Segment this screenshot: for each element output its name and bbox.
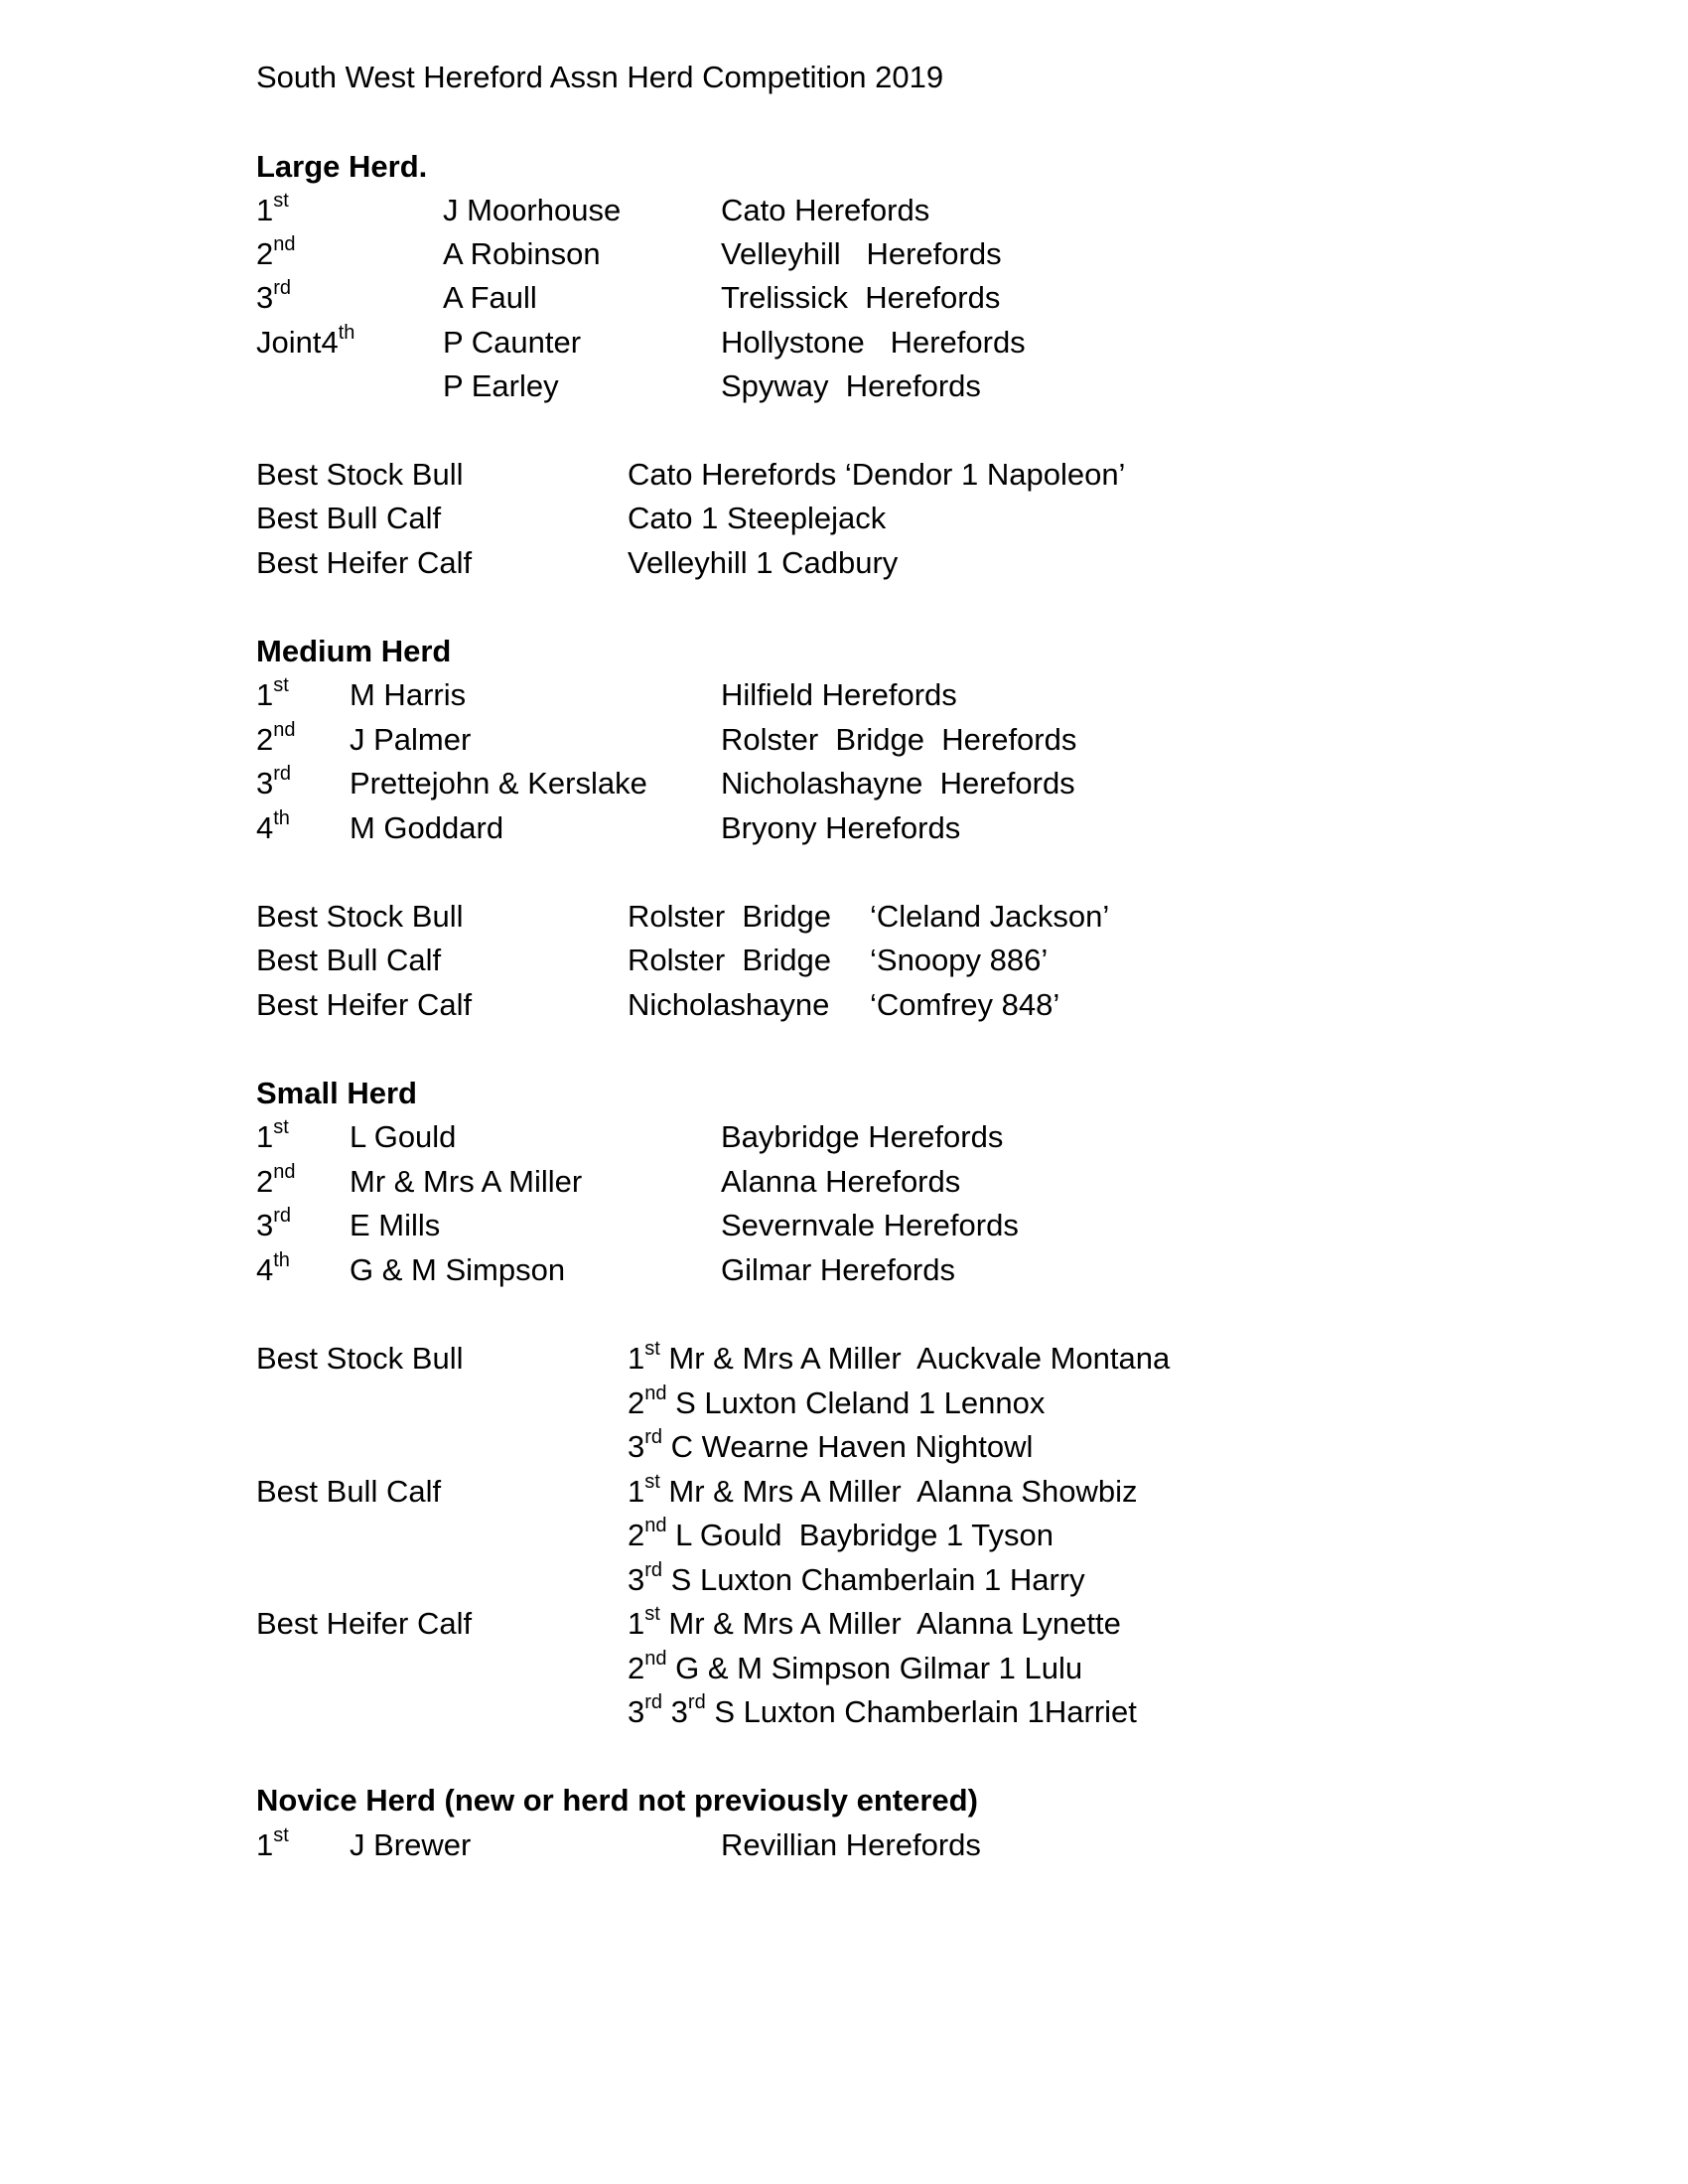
large-row-1-pos: 1st	[256, 190, 289, 227]
medium-award-1-herd: Rolster Bridge	[628, 899, 832, 934]
small-row-4-herd: Gilmar Herefords	[721, 1252, 955, 1287]
medium-row-2-pos: 2nd	[256, 719, 296, 757]
small-row-2-herd: Alanna Herefords	[721, 1164, 961, 1199]
novice-row-1-name: J Brewer	[350, 1827, 472, 1862]
large-award-1-label: Best Stock Bull	[256, 457, 464, 492]
small-row-1-herd: Baybridge Herefords	[721, 1119, 1004, 1154]
medium-row-2-name: J Palmer	[350, 722, 472, 757]
small-award-2-label: Best Bull Calf	[256, 1474, 442, 1509]
medium-row-3-name: Prettejohn & Kerslake	[350, 766, 647, 801]
large-award-3-label: Best Heifer Calf	[256, 545, 473, 580]
small-award-2-place-3: 3rd S Luxton Chamberlain 1 Harry	[628, 1559, 1085, 1597]
small-row-1-name: L Gould	[350, 1119, 457, 1154]
medium-award-3-label: Best Heifer Calf	[256, 987, 473, 1022]
large-row-5-name: P Earley	[443, 368, 559, 403]
small-row-2-name: Mr & Mrs A Miller	[350, 1164, 583, 1199]
medium-award-3-herd: Nicholashayne	[628, 987, 830, 1022]
medium-row-4-herd: Bryony Herefords	[721, 810, 961, 845]
large-award-2-value: Cato 1 Steeplejack	[628, 501, 887, 535]
small-award-1-place-2: 2nd S Luxton Cleland 1 Lennox	[628, 1383, 1046, 1420]
medium-award-1-label: Best Stock Bull	[256, 899, 464, 934]
large-row-2-herd: Velleyhill Herefords	[721, 236, 1002, 271]
medium-award-2-label: Best Bull Calf	[256, 943, 442, 977]
small-row-2-pos: 2nd	[256, 1161, 296, 1199]
small-award-2-place-2: 2nd L Gould Baybridge 1 Tyson	[628, 1515, 1054, 1552]
large-row-3-pos: 3rd	[256, 277, 292, 315]
medium-row-1-herd: Hilfield Herefords	[721, 677, 957, 712]
large-award-2-label: Best Bull Calf	[256, 501, 442, 535]
small-row-1-pos: 1st	[256, 1116, 289, 1154]
medium-award-2-herd: Rolster Bridge	[628, 943, 832, 977]
small-row-3-pos: 3rd	[256, 1205, 292, 1242]
large-row-3-herd: Trelissick Herefords	[721, 280, 1001, 315]
large-row-4-herd: Hollystone Herefords	[721, 325, 1026, 360]
large-row-1-name: J Moorhouse	[443, 193, 622, 227]
medium-row-4-pos: 4th	[256, 807, 290, 845]
small-row-3-name: E Mills	[350, 1208, 441, 1242]
large-award-1-value: Cato Herefords ‘Dendor 1 Napoleon’	[628, 457, 1126, 492]
small-award-3-place-3: 3rd 3rd S Luxton Chamberlain 1Harriet	[628, 1691, 1137, 1729]
small-row-4-pos: 4th	[256, 1249, 290, 1287]
small-award-3-label: Best Heifer Calf	[256, 1606, 473, 1641]
medium-row-3-pos: 3rd	[256, 763, 292, 801]
small-award-1-place-3: 3rd C Wearne Haven Nightowl	[628, 1426, 1034, 1464]
small-award-2-place-1: 1st Mr & Mrs A Miller Alanna Showbiz	[628, 1471, 1138, 1509]
page-title: South West Hereford Assn Herd Competition 2019	[256, 60, 944, 94]
medium-row-1-name: M Harris	[350, 677, 467, 712]
novice-row-1-herd: Revillian Herefords	[721, 1827, 981, 1862]
large-row-3-name: A Faull	[443, 280, 537, 315]
large-award-3-value: Velleyhill 1 Cadbury	[628, 545, 899, 580]
medium-row-3-herd: Nicholashayne Herefords	[721, 766, 1075, 801]
large-row-2-name: A Robinson	[443, 236, 601, 271]
novice-herd-heading: Novice Herd (new or herd not previously entered)	[256, 1783, 978, 1818]
large-row-4-pos: Joint4th	[256, 322, 355, 360]
medium-row-4-name: M Goddard	[350, 810, 504, 845]
medium-row-2-herd: Rolster Bridge Herefords	[721, 722, 1077, 757]
medium-herd-heading: Medium Herd	[256, 634, 452, 668]
large-row-5-herd: Spyway Herefords	[721, 368, 981, 403]
large-row-4-name: P Caunter	[443, 325, 582, 360]
small-row-4-name: G & M Simpson	[350, 1252, 566, 1287]
medium-award-3-animal: ‘Comfrey 848’	[870, 987, 1060, 1022]
medium-award-1-animal: ‘Cleland Jackson’	[870, 899, 1110, 934]
small-award-1-label: Best Stock Bull	[256, 1341, 464, 1376]
small-award-3-place-2: 2nd G & M Simpson Gilmar 1 Lulu	[628, 1648, 1083, 1685]
large-herd-heading: Large Herd.	[256, 149, 428, 184]
large-row-2-pos: 2nd	[256, 233, 296, 271]
small-award-3-place-1: 1st Mr & Mrs A Miller Alanna Lynette	[628, 1603, 1121, 1641]
small-herd-heading: Small Herd	[256, 1076, 417, 1110]
novice-row-1-pos: 1st	[256, 1824, 289, 1862]
small-award-1-place-1: 1st Mr & Mrs A Miller Auckvale Montana	[628, 1338, 1171, 1376]
small-row-3-herd: Severnvale Herefords	[721, 1208, 1019, 1242]
medium-row-1-pos: 1st	[256, 674, 289, 712]
medium-award-2-animal: ‘Snoopy 886’	[870, 943, 1049, 977]
large-row-1-herd: Cato Herefords	[721, 193, 930, 227]
